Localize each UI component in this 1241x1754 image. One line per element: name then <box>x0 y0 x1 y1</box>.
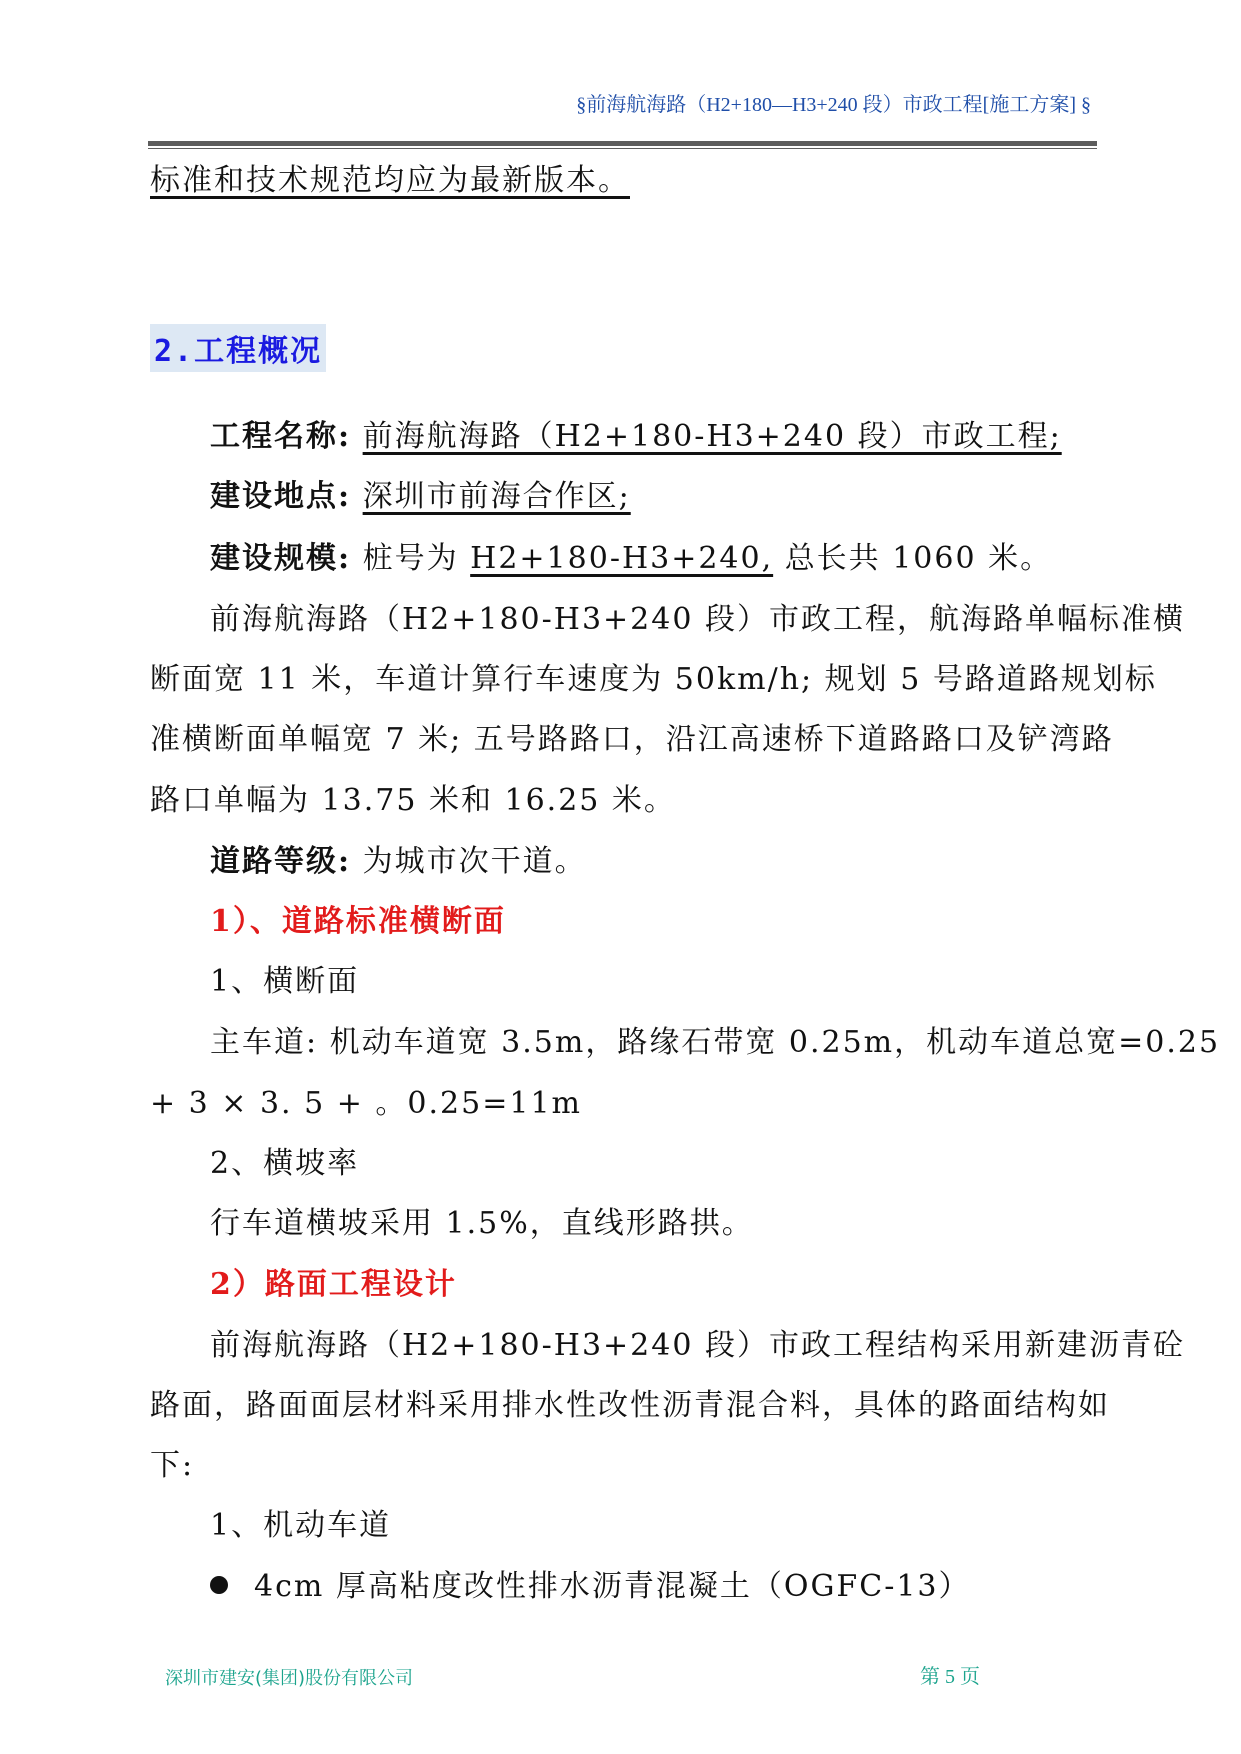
project-name-line <box>210 411 1062 455</box>
bullet-icon <box>210 1576 228 1594</box>
scale-suffix: 总长共 1060 米。 <box>784 541 1053 576</box>
item-1-text-line-2: + 3 × 3. 5 + 。0.25=11m <box>150 1086 582 1121</box>
bullet-item <box>210 1561 971 1605</box>
para2-line-3: 下: <box>150 1448 195 1483</box>
para1-line-4: 路口单幅为 13.75 米和 16.25 米。 <box>150 783 676 818</box>
location-value: 深圳市前海合作区; <box>362 479 631 514</box>
scale-line <box>210 533 1052 577</box>
project-name-value: 前海航海路（H2+180-H3+240 段）市政工程; <box>362 419 1062 454</box>
subsection-1-title: 1）、道路标准横断面 <box>210 904 506 939</box>
grade-value: 为城市次干道。 <box>362 844 587 879</box>
item-2-title: 2、横坡率 <box>210 1146 360 1181</box>
scale-range: H2+180-H3+240, <box>470 541 774 576</box>
grade-label: 道路等级: <box>210 844 352 879</box>
item-1-title: 1、横断面 <box>210 964 360 999</box>
grade-line <box>210 836 587 880</box>
page-header: §前海航海路（H2+180—H3+240 段）市政工程[施工方案] § <box>576 94 1091 116</box>
para1-line-1: 前海航海路（H2+180-H3+240 段）市政工程，航海路单幅标准横 <box>210 602 1185 637</box>
para2-line-1: 前海航海路（H2+180-H3+240 段）市政工程结构采用新建沥青砼 <box>210 1328 1185 1363</box>
footer-company: 深圳市建安(集团)股份有限公司 <box>165 1668 414 1689</box>
para1-line-2: 断面宽 11 米，车道计算行车速度为 50km/h; 规划 5 号路道路规划标 <box>150 662 1157 697</box>
scale-prefix: 桩号为 <box>362 541 459 576</box>
location-line <box>210 471 631 515</box>
bullet-text: 4cm 厚高粘度改性排水沥青混凝土（OGFC-13） <box>254 1569 971 1604</box>
footer-page-number: 第 5 页 <box>920 1666 980 1688</box>
item-1-text-line-1: 主车道: 机动车道宽 3.5m，路缘石带宽 0.25m，机动车道总宽=0.25 <box>210 1025 1221 1060</box>
header-rule-thin <box>148 148 1097 149</box>
item-2-text: 行车道横坡采用 1.5%，直线形路拱。 <box>210 1206 754 1241</box>
location-label: 建设地点: <box>210 479 352 514</box>
continued-line: 标准和技术规范均应为最新版本。 <box>150 163 630 198</box>
para1-line-3: 准横断面单幅宽 7 米; 五号路路口，沿江高速桥下道路路口及铲湾路 <box>150 722 1114 757</box>
header-rule <box>148 141 1097 146</box>
project-name-label: 工程名称: <box>210 419 352 454</box>
item-3-title: 1、机动车道 <box>210 1508 392 1543</box>
subsection-2-title: 2）路面工程设计 <box>210 1267 457 1302</box>
scale-label: 建设规模: <box>210 541 352 576</box>
para2-line-2: 路面，路面面层材料采用排水性改性沥青混合料，具体的路面结构如 <box>150 1388 1110 1423</box>
section-title: 2.工程概况 <box>150 324 326 372</box>
